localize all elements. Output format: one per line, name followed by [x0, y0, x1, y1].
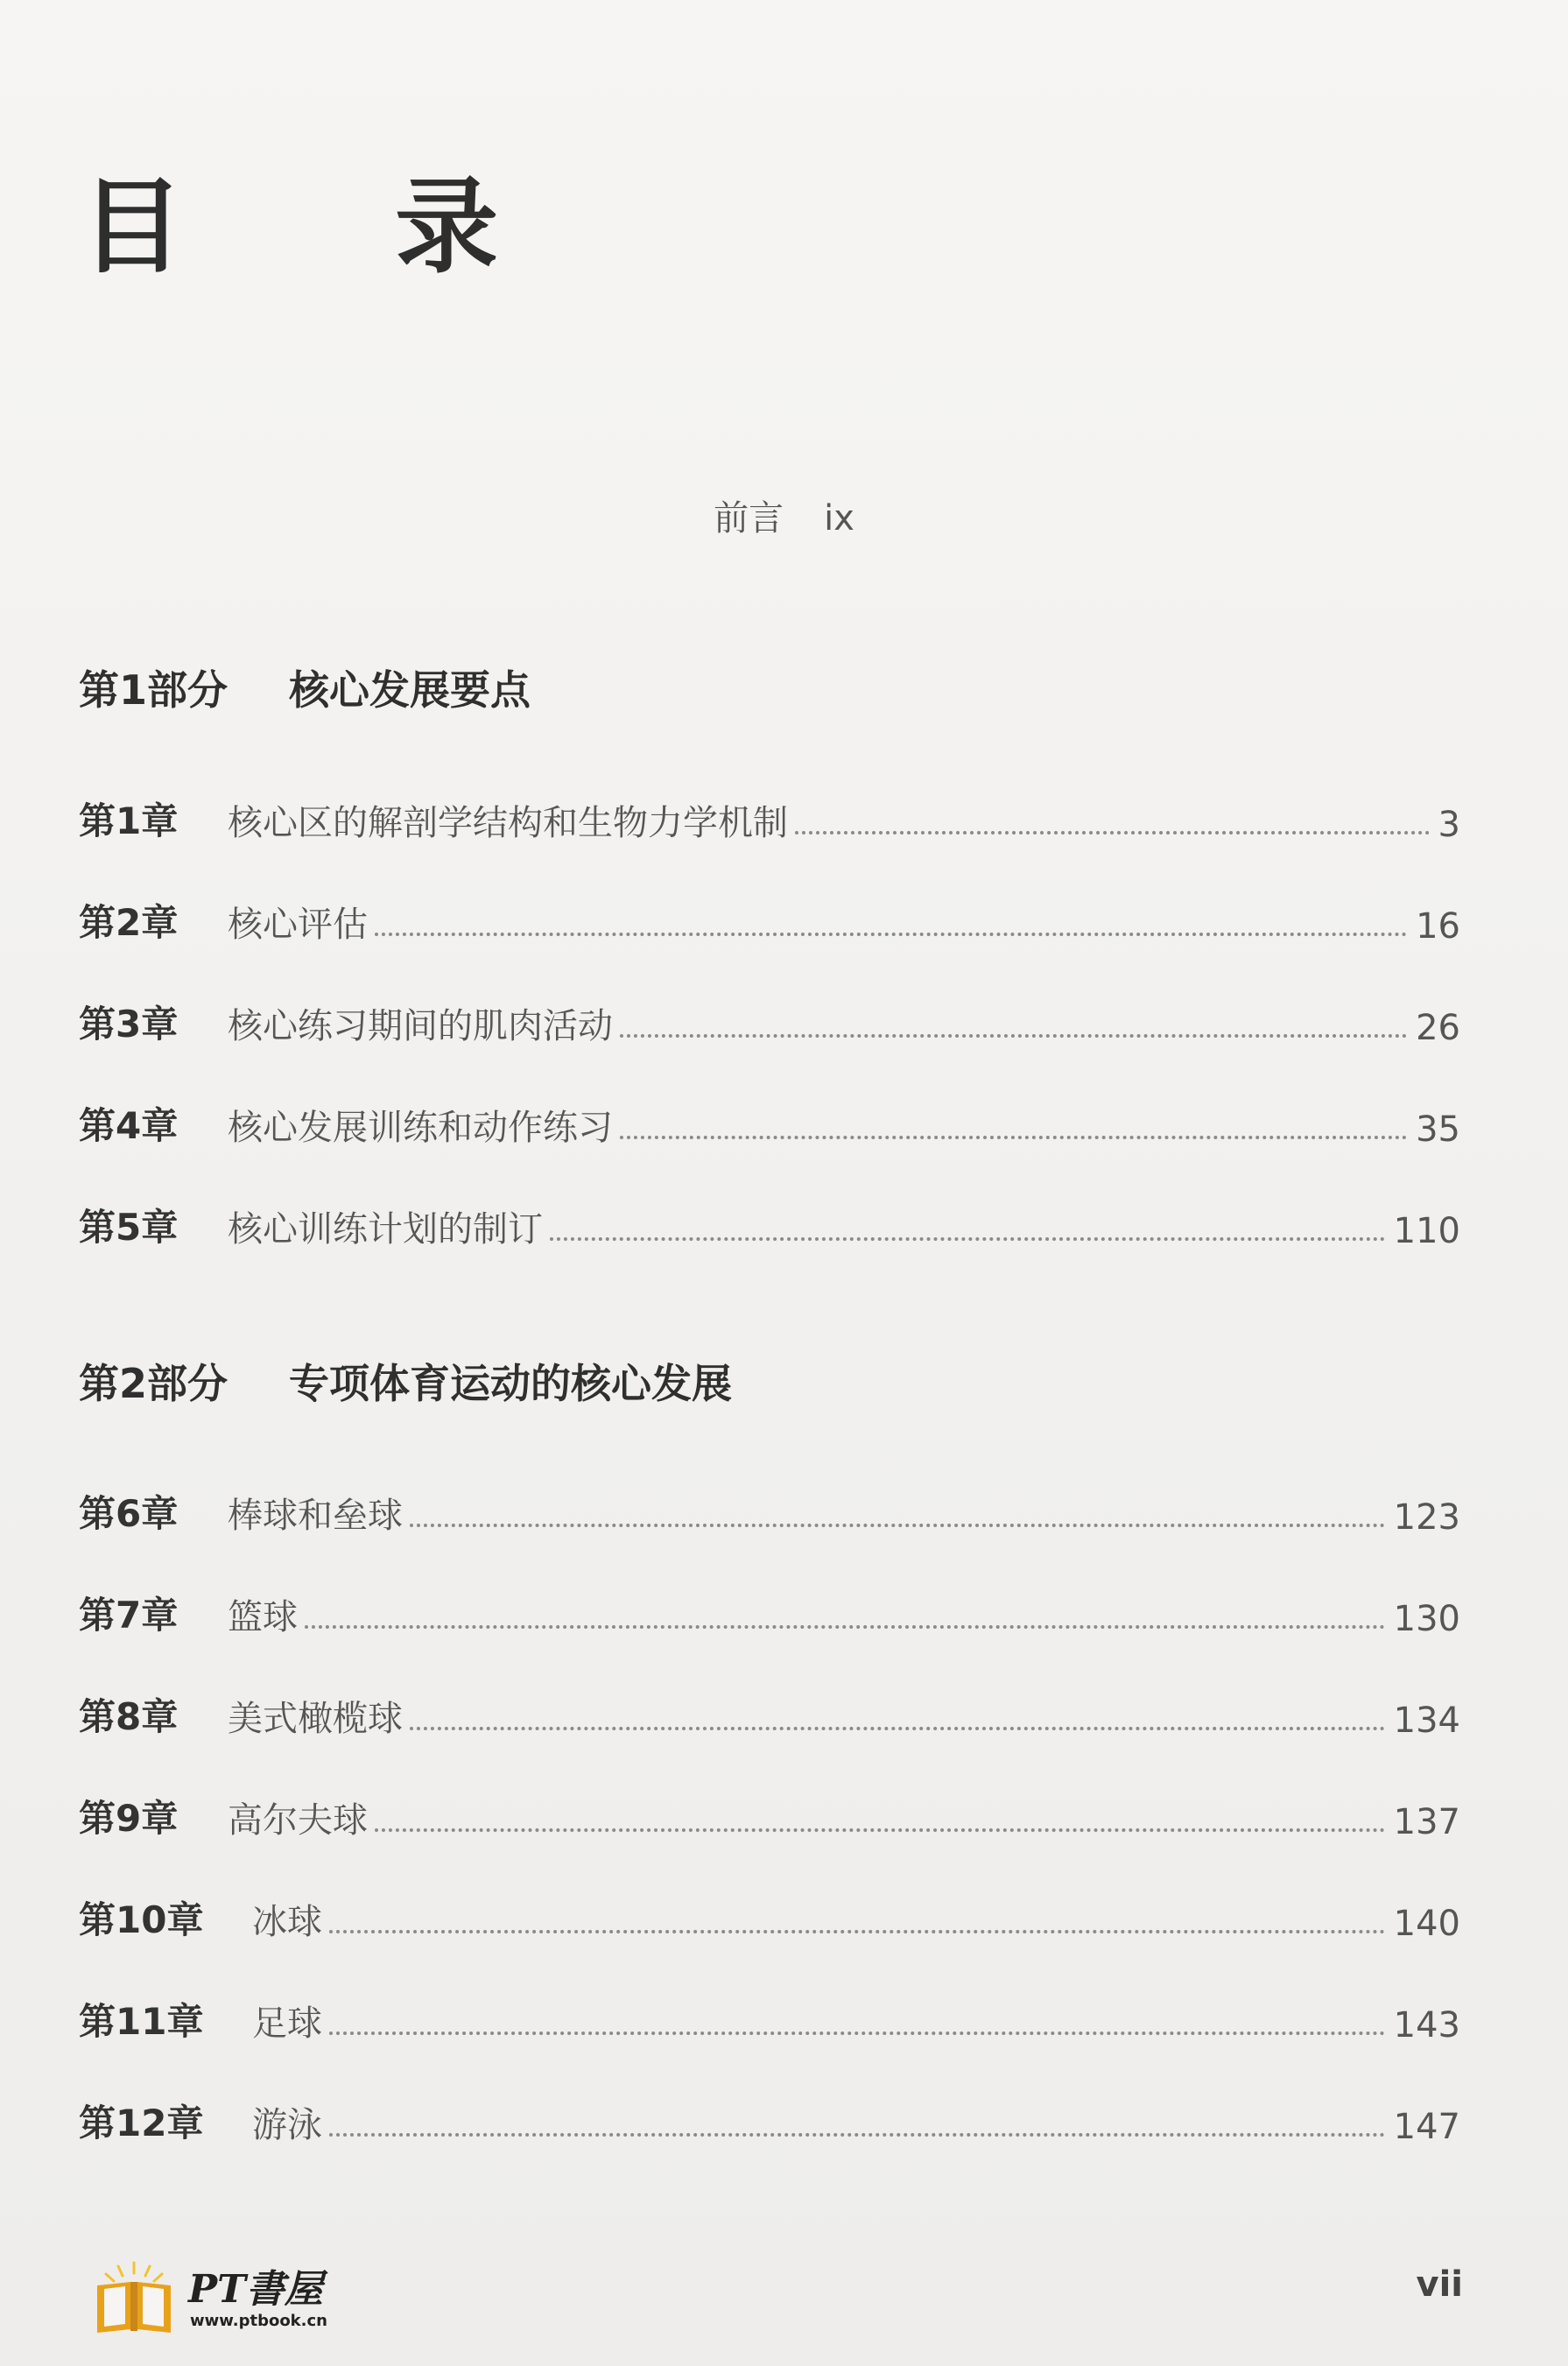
toc-row[interactable] [79, 1993, 1460, 2046]
preface-label: 前言 [714, 498, 784, 539]
chapter-page: 3 [1438, 805, 1460, 845]
chapter-number: 第5章 [79, 1206, 179, 1249]
toc-row[interactable] [79, 1097, 1460, 1150]
chapter-number: 第9章 [79, 1797, 179, 1840]
toc-row[interactable] [79, 1587, 1460, 1639]
dot-leader [329, 2032, 1385, 2035]
preface-entry[interactable] [0, 490, 1568, 540]
preface-page: ix [824, 498, 854, 539]
toc-row[interactable] [79, 2095, 1460, 2147]
toc-row[interactable] [79, 792, 1460, 845]
dot-leader [375, 933, 1407, 936]
logo-brand-text: PT書屋 [188, 2267, 323, 2312]
part-title: 核心发展要点 [289, 666, 531, 714]
chapter-title: 核心练习期间的肌肉活动 [228, 1006, 613, 1046]
chapter-title: 核心区的解剖学结构和生物力学机制 [228, 803, 788, 843]
chapter-title: 高尔夫球 [228, 1800, 368, 1841]
chapter-title: 冰球 [252, 1902, 322, 1942]
toc-row[interactable] [79, 1485, 1460, 1538]
toc-row[interactable] [79, 1790, 1460, 1842]
dot-leader [795, 831, 1430, 834]
page-title: 目 录 [81, 166, 587, 287]
chapter-number: 第11章 [79, 2000, 204, 2043]
chapter-page: 140 [1393, 1904, 1460, 1944]
dot-leader [620, 1034, 1407, 1038]
dot-leader [329, 1930, 1385, 1933]
chapter-number: 第6章 [79, 1492, 179, 1535]
chapter-number: 第4章 [79, 1104, 179, 1147]
chapter-title: 核心训练计划的制订 [228, 1209, 543, 1250]
dot-leader [375, 1828, 1385, 1832]
chapter-page: 143 [1393, 2005, 1460, 2046]
page-number: vii [1416, 2264, 1463, 2305]
part-number: 第1部分 [79, 666, 229, 714]
chapter-page: 26 [1416, 1008, 1460, 1048]
dot-leader [550, 1237, 1385, 1241]
chapter-number: 第8章 [79, 1695, 179, 1738]
chapter-number: 第1章 [79, 799, 179, 842]
dot-leader [620, 1136, 1407, 1139]
chapter-number: 第10章 [79, 1898, 204, 1941]
part-heading-2 [79, 1352, 732, 1410]
toc-row[interactable] [79, 1199, 1460, 1251]
chapter-title: 核心评估 [228, 905, 368, 945]
dot-leader [410, 1524, 1385, 1527]
chapter-title: 核心发展训练和动作练习 [228, 1108, 613, 1148]
chapter-page: 147 [1393, 2107, 1460, 2147]
chapter-number: 第2章 [79, 901, 179, 944]
toc-row[interactable] [79, 1891, 1460, 1944]
part-heading-1 [79, 658, 531, 716]
dot-leader [329, 2133, 1385, 2137]
chapter-title: 游泳 [252, 2105, 322, 2145]
toc-row[interactable] [79, 894, 1460, 947]
dot-leader [410, 1727, 1385, 1730]
chapter-title: 足球 [252, 2003, 322, 2044]
chapter-title: 棒球和垒球 [228, 1496, 403, 1536]
part-title: 专项体育运动的核心发展 [289, 1360, 732, 1407]
chapter-number: 第7章 [79, 1594, 179, 1637]
chapter-number: 第3章 [79, 1003, 179, 1046]
open-book-icon [92, 2259, 176, 2334]
dot-leader [305, 1625, 1385, 1629]
chapter-page: 35 [1416, 1109, 1460, 1150]
chapter-page: 134 [1393, 1701, 1460, 1741]
logo-url-text: www.ptbook.cn [190, 2312, 327, 2330]
chapter-page: 130 [1393, 1599, 1460, 1639]
chapter-page: 137 [1393, 1802, 1460, 1842]
chapter-page: 110 [1393, 1211, 1460, 1251]
chapter-page: 123 [1393, 1497, 1460, 1538]
toc-row[interactable] [79, 996, 1460, 1048]
part-number: 第2部分 [79, 1360, 229, 1407]
chapter-page: 16 [1416, 906, 1460, 947]
toc-row[interactable] [79, 1688, 1460, 1741]
chapter-title: 美式橄榄球 [228, 1699, 403, 1739]
chapter-number: 第12章 [79, 2102, 204, 2144]
site-logo[interactable] [92, 2250, 346, 2338]
chapter-title: 篮球 [228, 1597, 298, 1637]
